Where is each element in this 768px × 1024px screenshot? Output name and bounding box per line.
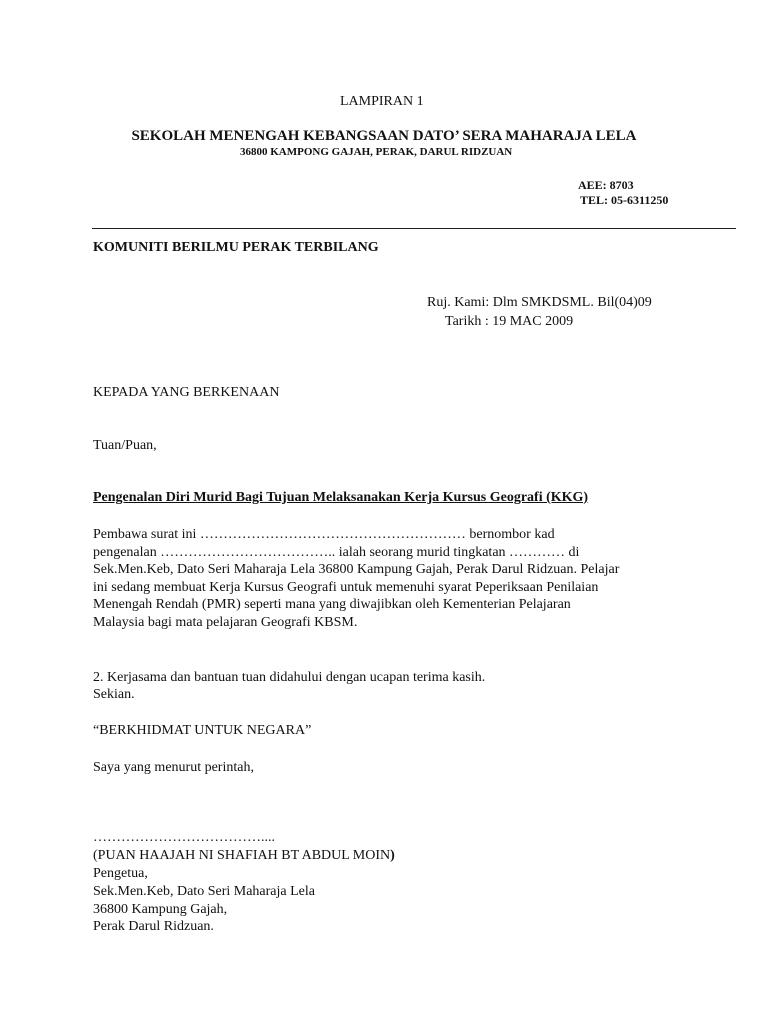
telephone-number: TEL: 05-6311250 <box>580 193 669 207</box>
letter-subject: Pengenalan Diri Murid Bagi Tujuan Melaksanakan Kerja Kursus Geografi (KKG) <box>93 490 589 505</box>
signer-address-line: 36800 Kampung Gajah, <box>93 902 228 917</box>
closing-word: Sekian. <box>93 687 135 702</box>
body-line: Sek.Men.Keb, Dato Seri Maharaja Lela 36800 Kampung Gajah, Perak Darul Ridzuan. Pelajar <box>93 562 620 577</box>
signer-address-line: Perak Darul Ridzuan. <box>93 919 214 934</box>
thanks-paragraph: 2. Kerjasama dan bantuan tuan didahului dengan ucapan terima kasih. <box>93 670 486 685</box>
body-line: ini sedang membuat Kerja Kursus Geografi untuk memenuhi syarat Peperiksaan Penilaian <box>93 579 599 595</box>
lampiran-label: LAMPIRAN 1 <box>340 94 424 109</box>
school-name: SEKOLAH MENENGAH KEBANGSAAN DATO’ SERA MAHARAJA LELA <box>131 128 637 144</box>
reference-number: Ruj. Kami: Dlm SMKDSML. Bil(04)09 <box>427 295 652 310</box>
body-line: Pembawa surat ini ………………………………………………… bernombor kad <box>93 527 555 542</box>
body-line: pengenalan ……………………………….. ialah seorang murid tingkatan ………… di <box>93 544 580 560</box>
signer-name <box>93 848 395 864</box>
signer-title: Pengetua, <box>93 866 148 881</box>
aee-code: AEE: 8703 <box>578 178 634 192</box>
motto-header: KOMUNITI BERILMU PERAK TERBILANG <box>93 240 379 255</box>
signer-name-close: ) <box>390 848 395 863</box>
school-address: 36800 KAMPONG GAJAH, PERAK, DARUL RIDZUAN <box>240 146 513 158</box>
signature-line: ……………………………….... <box>93 830 275 845</box>
body-line: Menengah Rendah (PMR) seperti mana yang diwajibkan oleh Kementerian Pelajaran <box>93 597 571 612</box>
slogan: “BERKHIDMAT UNTUK NEGARA” <box>93 723 312 738</box>
signer-name-text: (PUAN HAAJAH NI SHAFIAH BT ABDUL MOIN <box>93 848 391 863</box>
body-line: Malaysia bagi mata pelajaran Geografi KBSM. <box>93 614 358 630</box>
recipient: KEPADA YANG BERKENAAN <box>93 385 280 400</box>
signer-address-line: Sek.Men.Keb, Dato Seri Maharaja Lela <box>93 884 315 899</box>
letter-date: Tarikh : 19 MAC 2009 <box>445 314 574 329</box>
body-paragraph <box>93 526 653 631</box>
salutation: Tuan/Puan, <box>93 438 157 453</box>
header-divider <box>92 228 736 229</box>
complimentary-close: Saya yang menurut perintah, <box>93 760 254 775</box>
